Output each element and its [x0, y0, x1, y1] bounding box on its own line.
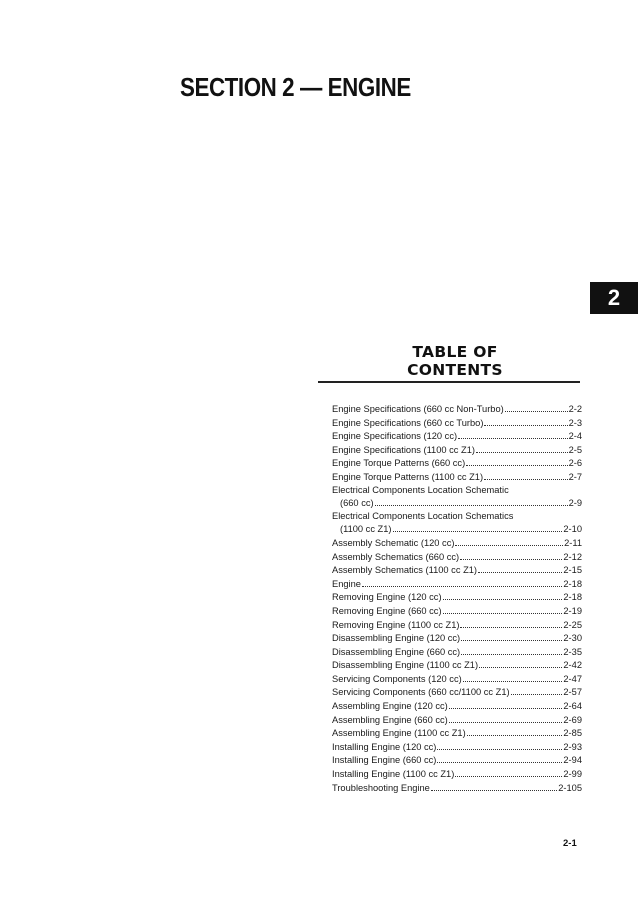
toc-entry[interactable] [332, 753, 582, 767]
toc-entry-page: 2-5 [568, 444, 582, 455]
toc-leader-dots [443, 604, 563, 614]
toc-entry-page: 2-35 [563, 646, 582, 657]
toc-leader-dots [479, 658, 562, 668]
toc-entry[interactable] [332, 577, 582, 591]
toc-entry-label: Installing Engine (660 cc) [332, 755, 437, 766]
toc-entry[interactable] [332, 781, 582, 795]
toc-entry-label: Assembling Engine (660 cc) [332, 714, 448, 725]
toc-entry[interactable] [332, 726, 582, 740]
toc-entry-label: Servicing Components (120 cc) [332, 673, 462, 684]
toc-entry[interactable] [332, 402, 582, 416]
page-number: 2-1 [563, 838, 577, 849]
toc-entry-label: Assembly Schematics (660 cc) [332, 551, 460, 562]
toc-entry-label: (1100 cc Z1) [340, 524, 392, 535]
toc-entry-label: Engine Torque Patterns (1100 cc Z1) [332, 471, 484, 482]
toc-entry-label: Engine [332, 578, 361, 589]
toc-entry-page: 2-10 [563, 524, 582, 535]
toc-header [318, 343, 580, 383]
toc-entry-label: Removing Engine (120 cc) [332, 592, 442, 603]
toc-entry-page: 2-94 [563, 755, 582, 766]
toc-entry-label: Assembly Schematic (120 cc) [332, 537, 455, 548]
toc-leader-dots [455, 767, 562, 777]
toc-entry[interactable] [332, 618, 582, 632]
toc-leader-dots [449, 699, 563, 709]
toc-leader-dots [461, 631, 562, 641]
toc-list [332, 402, 582, 794]
toc-entry-page: 2-3 [568, 417, 582, 428]
toc-entry-page: 2-105 [558, 782, 582, 793]
toc-leader-dots [460, 550, 562, 560]
toc-entry-label: Engine Specifications (120 cc) [332, 431, 458, 442]
toc-leader-dots [460, 618, 562, 628]
toc-entry-label: Engine Specifications (1100 cc Z1) [332, 444, 475, 455]
toc-leader-dots [455, 536, 563, 546]
toc-entry[interactable] [332, 522, 582, 536]
toc-heading [330, 343, 580, 379]
toc-entry-page: 2-99 [563, 769, 582, 780]
toc-leader-dots [476, 443, 568, 453]
toc-entry[interactable] [332, 645, 582, 659]
toc-entry-label: Removing Engine (660 cc) [332, 605, 442, 616]
toc-entry[interactable] [332, 672, 582, 686]
toc-entry[interactable] [332, 685, 582, 699]
toc-entry[interactable] [332, 496, 582, 510]
toc-entry-page: 2-7 [568, 471, 582, 482]
toc-divider [318, 381, 580, 383]
toc-leader-dots [484, 416, 567, 426]
toc-entry-page: 2-12 [563, 551, 582, 562]
toc-entry-page: 2-64 [563, 701, 582, 712]
toc-entry-page: 2-11 [564, 537, 582, 548]
toc-heading-line1: TABLE OF [412, 343, 498, 361]
toc-entry[interactable] [332, 740, 582, 754]
toc-entry[interactable] [332, 767, 582, 781]
toc-entry-page: 2-18 [563, 592, 582, 603]
toc-leader-dots [505, 402, 568, 412]
toc-leader-dots [362, 577, 562, 587]
toc-entry-heading: Electrical Components Location Schematics [332, 510, 514, 521]
toc-entry-page: 2-69 [563, 714, 582, 725]
toc-entry[interactable] [332, 443, 582, 457]
toc-entry[interactable] [332, 658, 582, 672]
toc-entry-label: Installing Engine (1100 cc Z1) [332, 769, 455, 780]
toc-leader-dots [437, 740, 562, 750]
toc-entry-label: Assembling Engine (1100 cc Z1) [332, 728, 466, 739]
toc-entry-label: Removing Engine (1100 cc Z1) [332, 619, 460, 630]
toc-entry[interactable] [332, 631, 582, 645]
toc-entry-label: Engine Torque Patterns (660 cc) [332, 458, 466, 469]
toc-entry-page: 2-85 [563, 728, 582, 739]
toc-leader-dots [393, 522, 563, 532]
toc-entry[interactable] [332, 536, 582, 550]
toc-entry-page: 2-42 [563, 660, 582, 671]
toc-entry-label: (660 cc) [340, 498, 374, 509]
toc-leader-dots [467, 726, 563, 736]
section-tab-marker: 2 [590, 282, 638, 314]
toc-entry-page: 2-6 [568, 458, 582, 469]
toc-entry-page: 2-93 [563, 741, 582, 752]
toc-entry-page: 2-47 [563, 673, 582, 684]
toc-entry-label: Installing Engine (120 cc) [332, 741, 437, 752]
toc-entry-label: Servicing Components (660 cc/1100 cc Z1) [332, 687, 510, 698]
toc-heading-line2: CONTENTS [407, 361, 503, 379]
toc-leader-dots [461, 645, 562, 655]
toc-entry[interactable] [332, 550, 582, 564]
toc-leader-dots [484, 470, 567, 480]
toc-entry-heading: Electrical Components Location Schematic [332, 484, 509, 495]
toc-entry-label: Engine Specifications (660 cc Non-Turbo) [332, 404, 504, 414]
toc-leader-dots [431, 781, 557, 791]
section-title: SECTION 2 — ENGINE [180, 72, 411, 102]
toc-entry[interactable] [332, 590, 582, 604]
toc-entry[interactable] [332, 563, 582, 577]
toc-leader-dots [458, 429, 568, 439]
toc-entry[interactable] [332, 713, 582, 727]
toc-entry[interactable] [332, 429, 582, 443]
toc-entry-page: 2-25 [563, 619, 582, 630]
toc-entry-page: 2-18 [563, 578, 582, 589]
toc-leader-dots [375, 496, 568, 506]
toc-entry-page: 2-57 [563, 687, 582, 698]
toc-entry-label: Disassembling Engine (1100 cc Z1) [332, 660, 479, 671]
toc-entry-label: Disassembling Engine (660 cc) [332, 646, 461, 657]
toc-leader-dots [443, 590, 563, 600]
toc-entry-page: 2-2 [568, 404, 582, 414]
toc-entry-page: 2-9 [568, 498, 582, 509]
toc-entry-label: Engine Specifications (660 cc Turbo) [332, 417, 484, 428]
toc-entry[interactable] [332, 699, 582, 713]
toc-leader-dots [437, 753, 562, 763]
toc-entry[interactable] [332, 416, 582, 430]
toc-leader-dots [478, 563, 562, 573]
toc-entry[interactable] [332, 470, 582, 484]
toc-entry-label: Disassembling Engine (120 cc) [332, 633, 461, 644]
toc-leader-dots [466, 456, 567, 466]
toc-entry-page: 2-19 [563, 605, 582, 616]
toc-entry-page: 2-4 [568, 431, 582, 442]
toc-entry-label: Assembly Schematics (1100 cc Z1) [332, 565, 478, 576]
toc-entry[interactable] [332, 604, 582, 618]
toc-entry-label: Troubleshooting Engine [332, 782, 430, 793]
toc-entry-page: 2-15 [563, 565, 582, 576]
toc-leader-dots [511, 685, 563, 695]
toc-entry[interactable] [332, 456, 582, 470]
toc-leader-dots [449, 713, 563, 723]
toc-leader-dots [463, 672, 563, 682]
toc-entry-label: Assembling Engine (120 cc) [332, 701, 448, 712]
toc-entry-page: 2-30 [563, 633, 582, 644]
